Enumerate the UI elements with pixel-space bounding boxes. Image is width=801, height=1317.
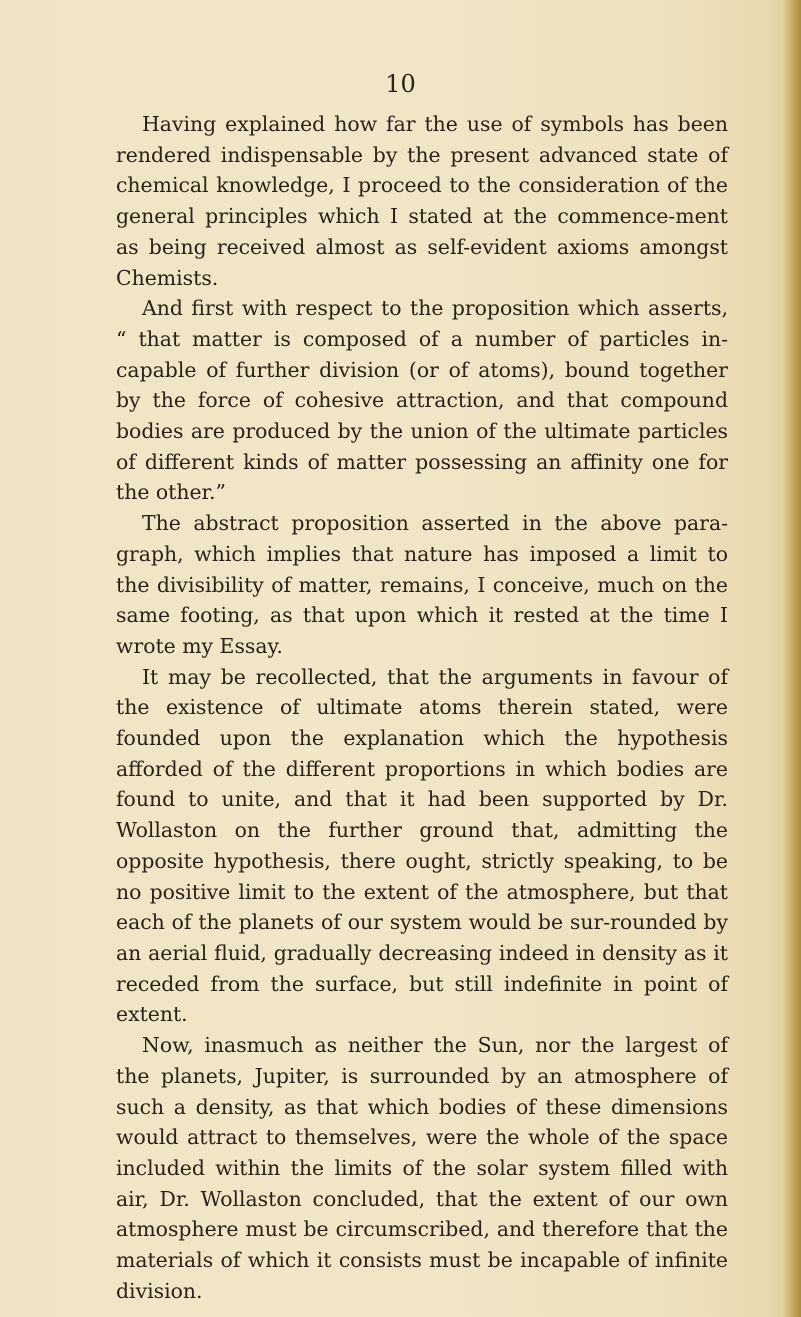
- paragraph: Having explained how far the use of symbols has been rendered indispensable by the present advanced state of chemical knowledge, I proceed to the consideration of the general principles which I stated at the commence-ment as being received almost as self-evident axioms amongst Chemists.: [116, 112, 728, 290]
- paragraph: The abstract proposition asserted in the above para-graph, which implies that nature has imposed a limit to the divisibility of matter, remains, I conceive, much on the same footing, as that upon which it rested at the time I wrote my Essay.: [116, 511, 728, 658]
- paragraph: And first with respect to the proposition which asserts, “ that matter is composed of a number of particles in-capable of further division (or of atoms), bound together by the force of cohesive attraction, and that compound bodies are produced by the union of the ultimate particles of different kinds of matter possessing an affinity one for the other.”: [116, 296, 728, 505]
- page-edge: [783, 0, 801, 1317]
- page-number: 10: [385, 70, 416, 98]
- paragraph: Now, inasmuch as neither the Sun, nor the largest of the planets, Jupiter, is surrounded by an atmosphere of such a density, as that which bodies of these dimensions would attract to themselves, were the whole of the space included within the limits of the solar system filled with air, Dr. Wollaston concluded, that the extent of our own atmosphere must be circumscribed, and therefore that the materials of which it consists must be incapable of infinite division.: [116, 1033, 728, 1303]
- paragraph: It may be recollected, that the arguments in favour of the existence of ultimate atoms therein stated, were founded upon the explanation which the hypothesis afforded of the different proportions in which bodies are found to unite, and that it had been supported by Dr. Wollaston on the further ground that, admitting the opposite hypothesis, there ought, strictly speaking, to be no positive limit to the extent of the atmosphere, but that each of the planets of our system would be sur-rounded by an aerial fluid, gradually decreasing indeed in density as it receded from the surface, but still indefinite in point of extent.: [116, 664, 728, 1027]
- body-text: [116, 109, 728, 1306]
